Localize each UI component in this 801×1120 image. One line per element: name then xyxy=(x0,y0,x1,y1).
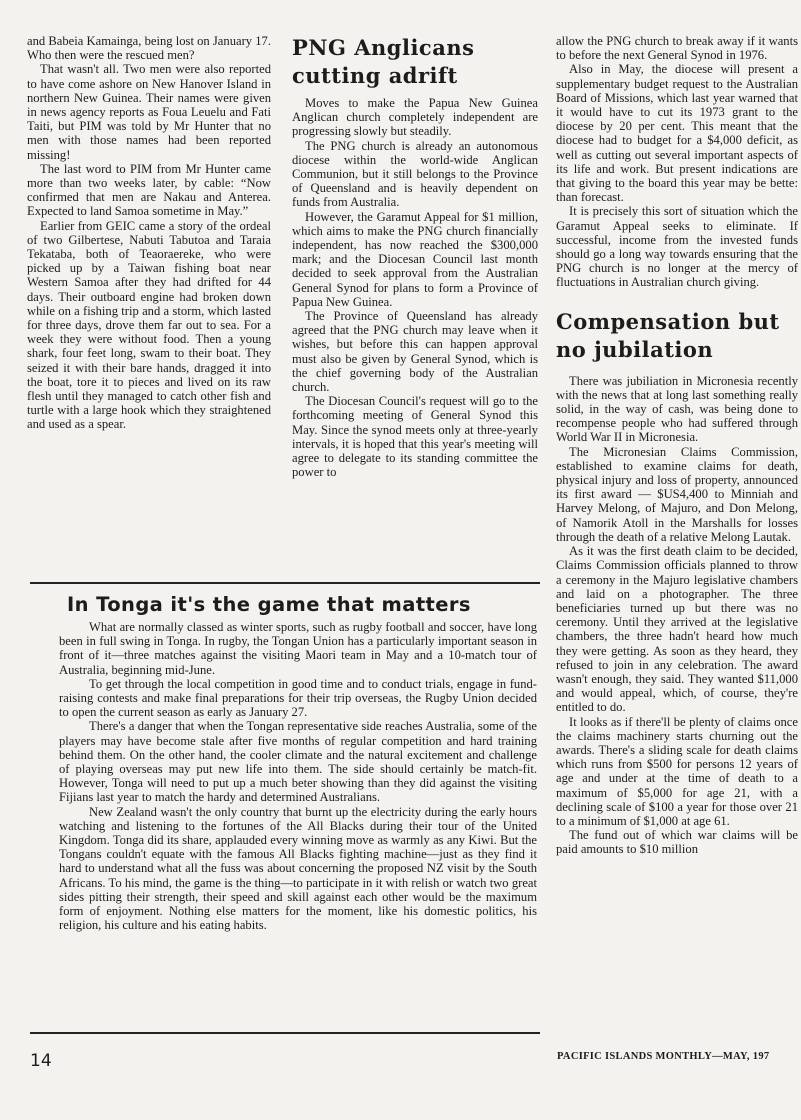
paragraph: Moves to make the Papua New Guinea Anglican church completely independent are progressing slowly but steadily. xyxy=(292,96,538,139)
paragraph: The last word to PIM from Mr Hunter came more than two weeks later, by cable: “Now confirmed that men are Nakau and Anterea. Expected to land Samoa sometime in May.” xyxy=(27,161,271,219)
paragraph: To get through the local competition in good time and to conduct trials, engage in fund-raising contests and make final preparations for their trip overseas, the Rugby Union decided to open the current season as early as January 27. xyxy=(59,676,537,720)
paragraph: The Micronesian Claims Commission, established to examine claims for death, physical injury and loss of property, announced its first award — $US4,400 to Minniah and Harvey Melong, of Majuro, and Don Melong, of Namorik Atoll in the Marshalls for losses through the death of a relative Melong Lautak. xyxy=(556,444,798,544)
right-column xyxy=(556,34,798,857)
paragraph: and Babeia Kamainga, being lost on January 17. Who then were the rescued men? xyxy=(27,34,271,63)
png-article-continuation xyxy=(556,34,798,290)
paragraph: As it was the first death claim to be decided, Claims Commission officials planned to throw a ceremony in the Majuro legislative chambers and laid on a photographer. The three beneficiaries turned up but there was no ceremony. Until they arrived at the legislative chambers, the three hadn't heard how much they were getting. As soon as they heard, they refused to join in any celebration. The award wasn't enough, they said. They wanted $11,000 and would appeal, which, of course, they're entitled to do. xyxy=(556,544,798,715)
paragraph: There's a danger that when the Tongan representative side reaches Australia, some of the players may have become stale after five months of regular competition and hard training behind them. On the other hand, the cooler climate and the natural excitement and challenge of playing overseas may put new life into them. The side should certainly be match-fit. However, Tonga will need to put up a much beter showing than they did against the visiting Fijians last year to match the hardy and determined Australians. xyxy=(59,719,537,805)
paragraph: Also in May, the diocese will present a supplementary budget request to the Australian Board of Missions, which last year warned that it would have to cut its 1973 grant to the diocese by 20 per cent. This meant that the diocese had to budget for a $4,000 deficit, as well as cutting out several important aspects of its life and work. But present indications are that giving to the board this year may be bette: than forecast. xyxy=(556,62,798,205)
paragraph: That wasn't all. Two men were also reported to have come ashore on New Hanover Island in northern New Guinea. Their names were given in news agency reports as Foua Leuelu and Fati Taiti, but PIM was told by Mr Hunter that no men with those names had been reported missing! xyxy=(27,62,271,162)
paragraph: It looks as if there'll be plenty of claims once the claims machinery starts churning out the awards. There's a sliding scale for death claims which runs from $500 for persons 12 years of age and under at the time of death to a maximum of $5,000 for age 21, with a declining scale of $100 a year for those over 21 to a minimum of $1,000 at age 61. xyxy=(556,714,798,828)
tonga-article xyxy=(59,593,537,933)
compensation-article-headline: Compensation but no jubilation xyxy=(556,308,780,362)
page-number: 14 xyxy=(30,1051,52,1071)
paragraph: It is precisely this sort of situation which the Garamut Appeal seeks to eliminate. If successful, income from the invested funds should go a long way towards ensuring that the PNG church is no longer at the mercy of fluctuations in Australian church giving. xyxy=(556,204,798,290)
paragraph: The Diocesan Council's request will go to the forthcoming meeting of General Synod this May. Since the synod meets only at three-yearly intervals, it is hoped that this year's meeting will agree to delegate to its standing committee the power to xyxy=(292,394,538,480)
paragraph: allow the PNG church to break away if it wants to before the next General Synod in 1976. xyxy=(556,34,798,63)
paragraph: There was jubiliation in Micronesia recently with the news that at long last something really solid, in the way of cash, was being done to recompense people who had suffered through World War II in Micronesia. xyxy=(556,373,798,445)
compensation-article-body xyxy=(556,374,798,857)
paragraph: Earlier from GEIC came a story of the ordeal of two Gilbertese, Nabuti Tabutoa and Taraia Tekataba, both of Teaoraereke, who were picked up by a Taiwan fishing boat near Western Samoa after they had drifted for 44 days. Their outboard engine had broken down while on a fishing trip and a storm, which lasted for three days, drove them far out to sea. For a week they were without food. Then a young shark, four feet long, swam to their boat. They seized it with their bare hands, dragged it into the boat, tore it to pieces and lived on its raw flesh until they managed to catch other fish and turtle with a large hook which they straightened and used as a spear. xyxy=(27,218,271,432)
paragraph: However, the Garamut Appeal for $1 million, which aims to make the PNG church financially independent, has now reached the $300,000 mark; and the Diocesan Council last month decided to seek approval from the Australian General Synod for plans to form a Province of Papua New Guinea. xyxy=(292,209,538,309)
png-article-headline: PNG Anglicans cutting adrift xyxy=(292,35,475,88)
png-article xyxy=(292,34,538,479)
paragraph: What are normally classed as winter sports, such as rugby football and soccer, have long been in full swing in Tonga. In rugby, the Tongan Union has a particularly important season in front of it—three matches against the visiting Maori team in May and a 10-match tour of Australia, beginning mid-June. xyxy=(59,620,537,677)
masthead-footer: PACIFIC ISLANDS MONTHLY—MAY, 197 xyxy=(557,1051,770,1062)
paragraph: New Zealand wasn't the only country that burnt up the electricity during the early hours watching and listening to the fortunes of the All Blacks during their tour of the United Kingdom. Tonga did its share, applauded every winning move as warmly as any Kiwi. But the Tongans couldn't equate with the famous All Blacks fighting machine—just as they find it hard to understand what all the fuss was about concerning the proposed NZ visit by the South Africans. To his mind, the game is the thing—to participate in it with relish or watch two great sides pitting their strength, their speed and skill against each other would be the maximum form of enjoyment. Nothing else matters for the moment, like his domestic politics, his religion, his culture and his eating habits. xyxy=(59,804,537,933)
tonga-article-headline: In Tonga it's the game that matters xyxy=(67,593,471,616)
tonga-article-body xyxy=(59,620,537,932)
bottom-rule xyxy=(30,1032,540,1034)
top-rule xyxy=(30,582,540,584)
paragraph: The Province of Queensland has already agreed that the PNG church may leave when it wishes, but before this can happen approval must also be given by General Synod, which is the chief governing body of the Australian church. xyxy=(292,309,538,395)
paragraph: The fund out of which war claims will be paid amounts to $10 million xyxy=(556,828,798,857)
paragraph: The PNG church is already an autonomous diocese within the world-wide Anglican Communion, but it still belongs to the Province of Queensland and is heavily dependent on funds from Australia. xyxy=(292,138,538,210)
png-article-body xyxy=(292,96,538,479)
article-continuation-column xyxy=(27,34,271,432)
